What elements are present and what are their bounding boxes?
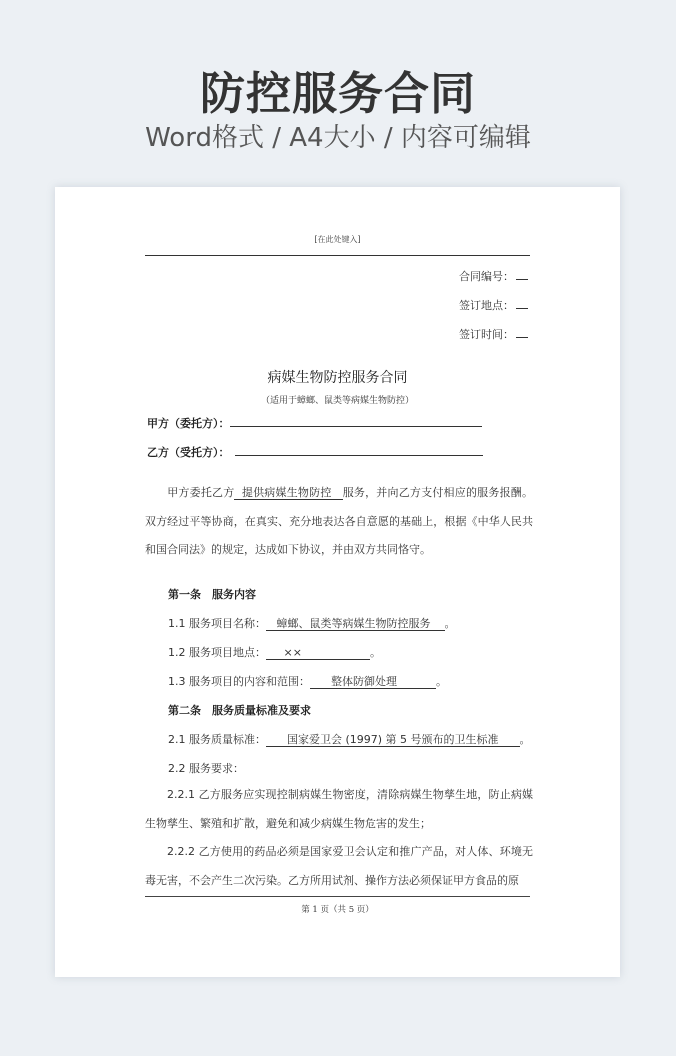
item-2-1-end: 。 xyxy=(519,733,531,746)
contract-number-label: 合同编号： xyxy=(459,270,514,283)
party-a-label: 甲方（委托方）： xyxy=(147,417,230,430)
article-1-heading: 第一条 服务内容 xyxy=(168,588,256,601)
sign-time-label: 签订时间： xyxy=(459,328,514,341)
intro-part1: 甲方委托乙方 xyxy=(167,486,235,499)
sign-time-blank[interactable] xyxy=(516,328,528,338)
intro-service-fill[interactable]: 提供病媒生物防控 xyxy=(234,486,342,500)
item-1-2-label: 1.2 服务项目地点： xyxy=(168,646,266,659)
party-a-line xyxy=(147,414,482,431)
item-1-1-value[interactable]: 蟑螂、鼠类等病媒生物防控服务 xyxy=(266,617,445,631)
party-b-field[interactable] xyxy=(235,443,483,456)
item-1-3 xyxy=(168,673,447,689)
item-2-2: 2.2 服务要求： xyxy=(168,762,244,775)
banner-subtitle: Word格式 / A4大小 / 内容可编辑 xyxy=(145,123,531,153)
intro-paragraph xyxy=(145,479,533,565)
item-2-1-value[interactable]: 国家爱卫会 (1997) 第 5 号颁布的卫生标准 xyxy=(266,733,520,747)
header-divider xyxy=(145,255,530,256)
item-1-2 xyxy=(168,644,381,660)
item-1-1 xyxy=(168,615,456,631)
contract-number-blank[interactable] xyxy=(516,270,528,280)
banner-title: 防控服务合同 xyxy=(199,67,476,120)
party-b-line xyxy=(147,443,483,460)
item-1-1-end: 。 xyxy=(444,617,456,630)
article-2-heading: 第二条 服务质量标准及要求 xyxy=(168,704,311,717)
contract-number-line xyxy=(459,268,528,284)
document-title: 病媒生物防控服务合同 xyxy=(267,370,408,386)
header-placeholder[interactable]: [在此处键入] xyxy=(314,235,361,244)
document-subtitle: （适用于蟑螂、鼠类等病媒生物防控） xyxy=(260,396,414,406)
sign-place-blank[interactable] xyxy=(516,299,528,309)
item-2-2-2-text: 2.2.2 乙方使用的药品必须是国家爱卫会认定和推广产品，对人体、环境无毒无害，不会产生二次污染。乙方所用试剂、操作方法必须保证甲方食品的原 xyxy=(145,845,533,887)
item-1-3-value[interactable]: 整体防御处理 xyxy=(310,675,436,689)
item-2-1-label: 2.1 服务质量标准： xyxy=(168,733,266,746)
item-1-2-end: 。 xyxy=(370,646,381,659)
item-1-1-label: 1.1 服务项目名称： xyxy=(168,617,266,630)
sign-time-line xyxy=(459,326,528,342)
page-number: 第 1 页（共 5 页） xyxy=(301,905,374,915)
item-2-2-1 xyxy=(145,781,533,838)
item-2-1 xyxy=(168,731,531,747)
item-2-2-2 xyxy=(145,838,533,895)
sign-place-line xyxy=(459,297,528,313)
item-2-2-1-text: 2.2.1 乙方服务应实现控制病媒生物密度，清除病媒生物孳生地，防止病媒生物孳生、繁殖和扩散，避免和减少病媒生物危害的发生； xyxy=(145,788,533,830)
party-b-label: 乙方（受托方）： xyxy=(147,446,230,459)
item-1-2-value[interactable]: ×× xyxy=(266,646,370,660)
party-a-field[interactable] xyxy=(230,414,482,427)
item-1-3-end: 。 xyxy=(436,675,447,688)
footer-divider xyxy=(145,896,530,897)
item-1-3-label: 1.3 服务项目的内容和范围： xyxy=(168,675,310,688)
sign-place-label: 签订地点： xyxy=(459,299,514,312)
intro-part2: 服务，并向乙方支付相应的服务报酬。双方经过平等协商，在真实、充分地表达各自意愿的基础上，根据《中华人民共和国合同法》的规定，达成如下协议，并由双方共同恪守。 xyxy=(145,486,534,556)
document-page xyxy=(55,187,620,977)
